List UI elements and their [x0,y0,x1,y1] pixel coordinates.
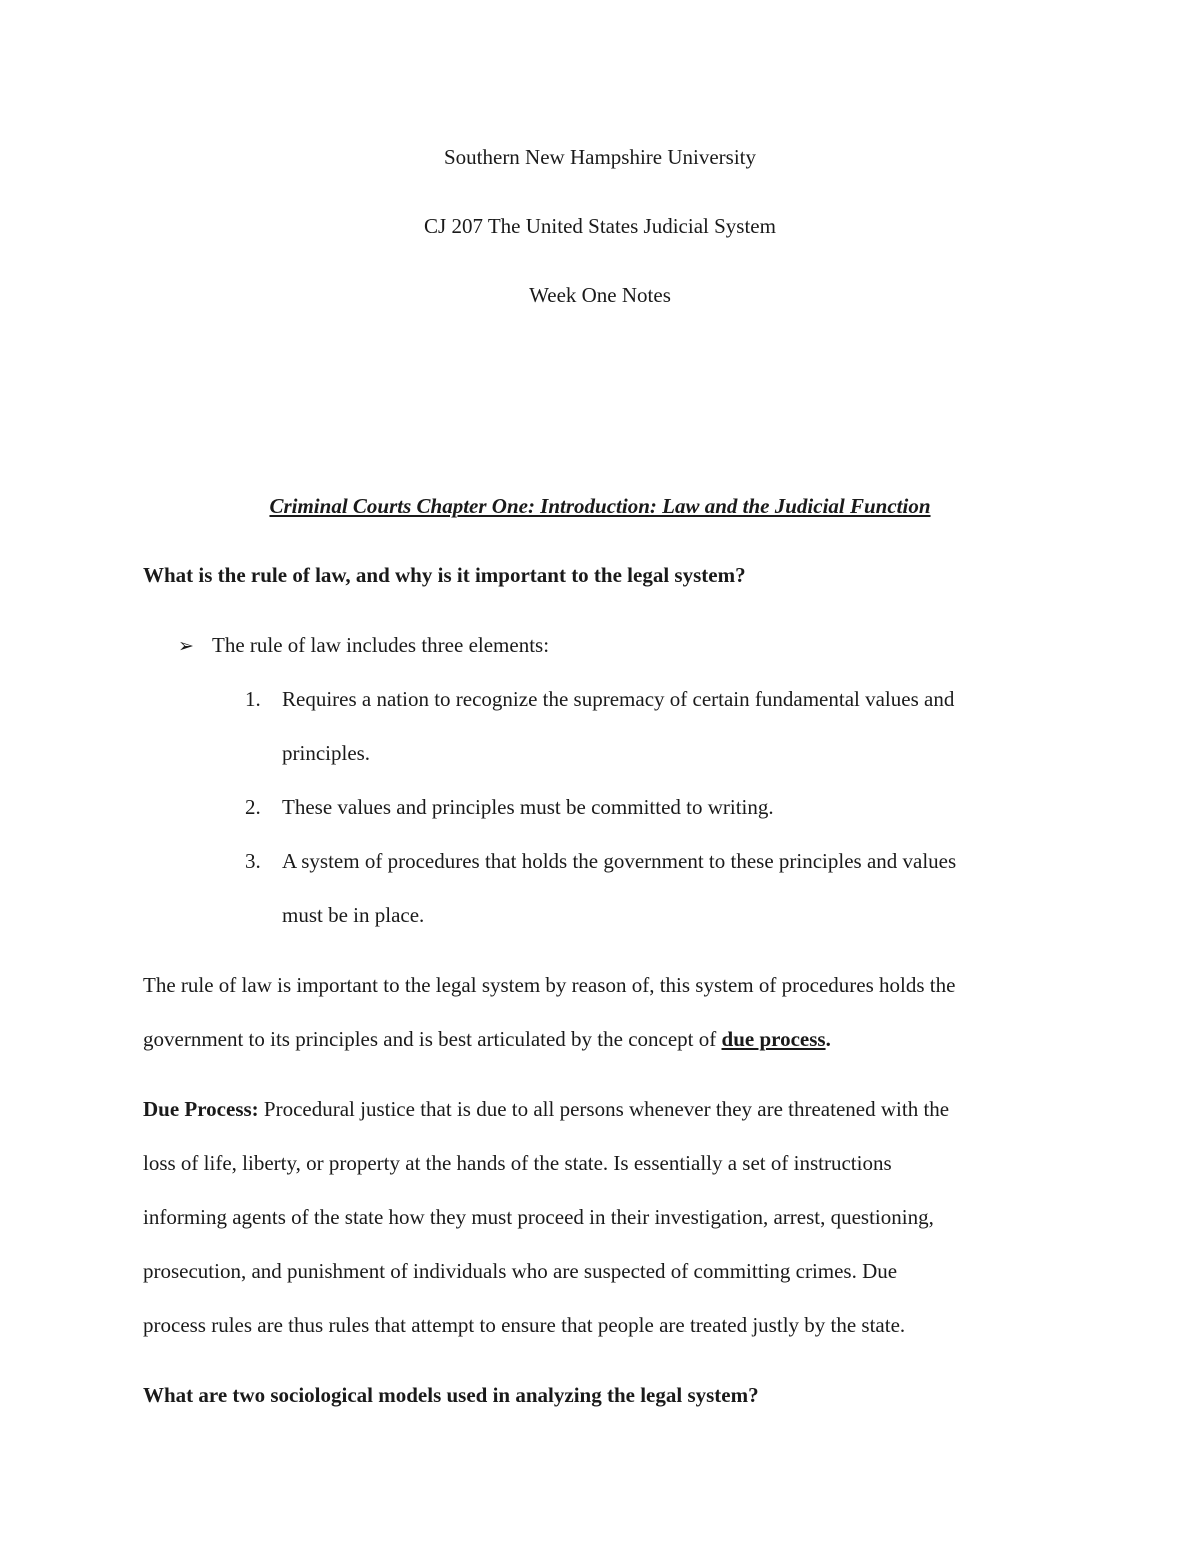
importance-paragraph-line: The rule of law is important to the legal system by reason of, this system of procedures holds the [143,973,956,997]
due-process-term: due process [721,1027,826,1051]
list-text-continued: must be in place. [282,903,425,927]
list-number: 3. [245,849,261,873]
paragraph-text: government to its principles and is best articulated by the concept of [143,1027,722,1051]
list-text: A system of procedures that holds the government to these principles and values [282,849,957,873]
list-item [245,793,774,821]
list-item [245,685,954,713]
definition-text: Procedural justice that is due to all persons whenever they are threatened with the [258,1097,950,1121]
due-process-definition-line: process rules are thus rules that attempt to ensure that people are treated justly by the state. [143,1313,906,1337]
list-text-continued: principles. [282,741,371,765]
due-process-label: Due Process: [143,1097,259,1121]
list-text: These values and principles must be committed to writing. [282,795,774,819]
chapter-title: Criminal Courts Chapter One: Introduction: Law and the Judicial Function [269,494,931,518]
period: . [825,1027,831,1051]
list-number: 2. [245,795,261,819]
course-title: CJ 207 The United States Judicial System [424,214,776,238]
list-item [245,847,956,875]
due-process-definition-line: loss of life, liberty, or property at the hands of the state. Is essentially a set of instructions [143,1151,892,1175]
due-process-definition-line [143,1095,949,1123]
bullet-item [178,631,549,660]
bullet-text: The rule of law includes three elements: [212,633,550,657]
question-rule-of-law: What is the rule of law, and why is it important to the legal system? [143,563,746,587]
importance-paragraph-line [143,1025,831,1053]
question-sociological-models: What are two sociological models used in analyzing the legal system? [143,1383,759,1407]
list-number: 1. [245,687,261,711]
arrow-bullet-icon: ➢ [178,635,194,657]
university-name: Southern New Hampshire University [443,145,757,169]
list-text: Requires a nation to recognize the supremacy of certain fundamental values and [282,687,955,711]
due-process-definition-line: prosecution, and punishment of individuals who are suspected of committing crimes. Due [143,1259,898,1283]
notes-title: Week One Notes [529,283,671,307]
due-process-definition-line: informing agents of the state how they must proceed in their investigation, arrest, questioning, [143,1205,934,1229]
